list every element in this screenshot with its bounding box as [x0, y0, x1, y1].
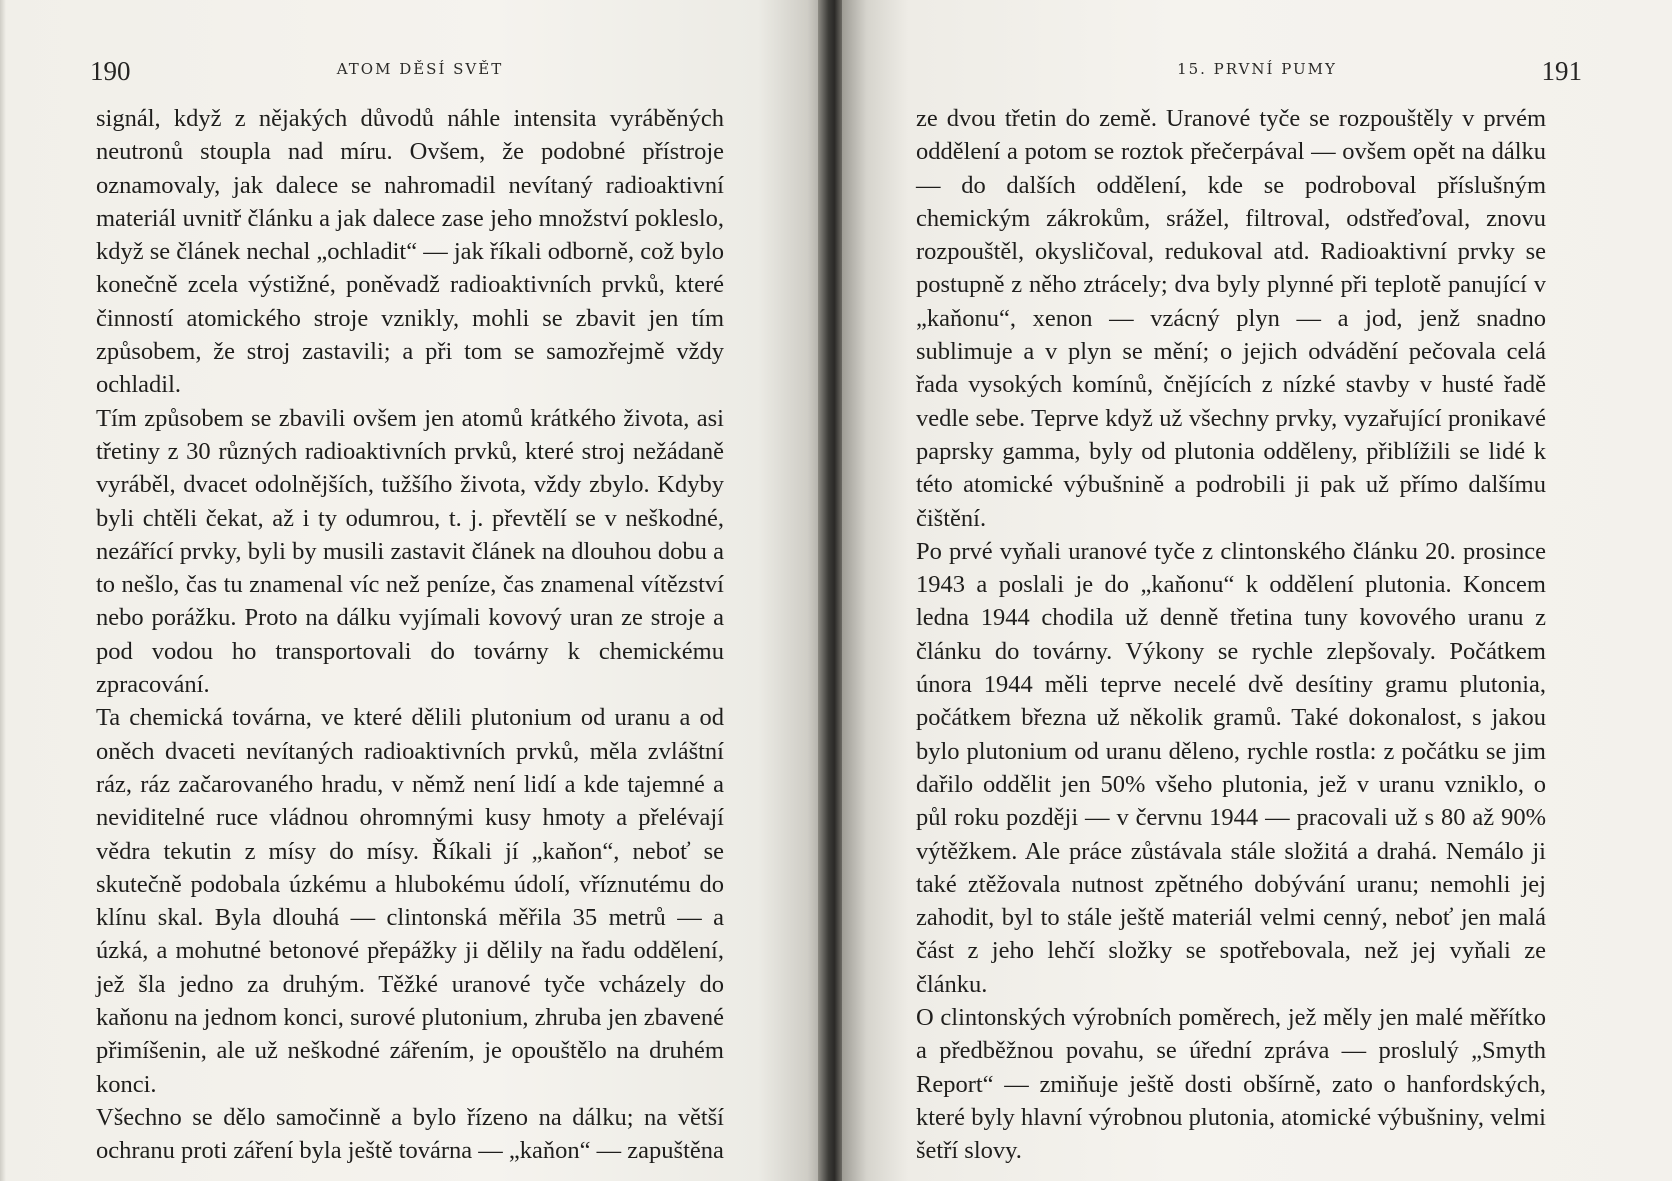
left-paragraph-1: signál, když z nějakých důvodů náhle intensita vyráběných neutronů stoupla nad míru. Ovšem, že podobné přístroje oznamovaly, jak dalece se nahromadil nevítaný radioaktivní materiál uvnitř článku a jak dalece zase jeho množství pokleslo, když se článek nechal „ochladit“ — jak říkali odborně, což bylo konečně zcela výstižné, poněvadž radioaktivních prvků, které činností atomického stroje vznikly, mohli se zbavit jen tím způsobem, že stroj zastavili; a při tom se samozřejmě vždy ochladil. — [96, 105, 724, 399]
right-page — [842, 0, 1672, 1181]
left-body-text — [96, 102, 724, 1168]
left-paragraph-2: Tím způsobem se zbavili ovšem jen atomů krátkého života, asi třetiny z 30 různých radioaktivních prvků, které stroj nežádaně vyráběl, dvacet odolnějších, tužšího života, vždy zbylo. Kdyby byli chtěli čekat, až i ty odumrou, t. j. převtělí se v neškodné, nezářící prvky, byli by musili zastavit článek na dlouhou dobu a to nešlo, čas tu znamenal víc než peníze, čas znamenal vítězství nebo porážku. Proto na dálku vyjímali kovový uran ze stroje a pod vodou ho transportovali do továrny k chemickému zpracování. — [96, 404, 724, 699]
right-body-text — [916, 102, 1546, 1168]
page-edge-shadow — [0, 0, 6, 1181]
left-running-head: ATOM DĚSÍ SVĚT — [336, 60, 504, 78]
left-paragraph-3: Ta chemická továrna, ve které dělili plutonium od uranu a od oněch dvaceti nevítaných radioaktivních prvků, měla zvláštní ráz, ráz začarovaného hradu, v němž není lidí a kde tajemné a neviditelné ruce vládnou ohromnými kusy hmoty a přelévají vědra tekutin z mísy do mísy. Říkali jí „kaňon“, neboť se skutečně podobala úzkému a hlubokému údolí, vříznutému do klínu skal. Byla dlouhá — clintonská měřila 35 metrů — a úzká, a mohutné betonové přepážky ji dělily na řadu oddělení, jež šla jedno za druhým. Těžké uranové tyče vcházely do kaňonu na jednom konci, surové plutonium, zhruba jen zbavené přimíšenin, ale už neškodné zářením, je opouštělo na druhém konci. — [96, 704, 724, 1098]
right-page-number: 191 — [1541, 56, 1582, 86]
left-paragraph-4: Všechno se dělo samočinně a bylo řízeno na dálku; na větší ochranu proti záření byla ještě továrna — „kaňon“ — zapuštěna — [96, 1103, 724, 1165]
left-page-number: 190 — [90, 56, 131, 86]
right-paragraph-1: ze dvou třetin do země. Uranové tyče se rozpouštěly v prvém oddělení a potom se roztok přečerpával — ovšem opět na dálku — do dalších oddělení, kde se podroboval příslušným chemickým zákrokům, srážel, filtroval, odstřeďoval, znovu rozpouštěl, okysličoval, redukoval atd. Radioaktivní prvky se postupně z něho ztrácely; dva byly plynné při teplotě panující v „kaňonu“, xenon — vzácný plyn — a jod, jenž snadno sublimuje a v plyn se mění; o jejich odvádění pečovala celá řada vysokých komínů, čnějících z nízké stavby v husté řadě vedle sebe. Teprve když už všechny prvky, vyzařující pronikavé paprsky gamma, byly od plutonia odděleny, přiblížili se lidé k této atomické výbušnině a podrobili ji pak už přímo dalšímu čištění. — [916, 105, 1546, 532]
left-page — [0, 0, 824, 1181]
right-paragraph-2: Po prvé vyňali uranové tyče z clintonského článku 20. prosince 1943 a poslali je do „kaňonu“ k oddělení plutonia. Koncem ledna 1944 chodila už denně třetina tuny kovového uranu z článku do továrny. Výkony se rychle zlepšovaly. Počátkem února 1944 měli teprve necelé dvě desítiny gramu plutonia, počátkem března už několik gramů. Také dokonalost, s jakou bylo plutonium od uranu děleno, rychle rostla: z počátku se jim dařilo oddělit jen 50% všeho plutonia, jež v uranu vzniklo, o půl roku později — v červnu 1944 — pracovali už s 80 až 90% výtěžkem. Ale práce zůstávala stále složitá a drahá. Nemálo ji také ztěžovala nutnost zpětného dobývání uranu; nemohli jej zahodit, byl to stále ještě materiál velmi cenný, neboť jen malá část z jeho lehčí složky se spotřebovala, než jej vyňali ze článku. — [916, 537, 1546, 998]
right-running-head: 15. PRVNÍ PUMY — [1177, 60, 1337, 78]
right-paragraph-3: O clintonských výrobních poměrech, jež měly jen malé měřítko a předběžnou povahu, se úřední zpráva — proslulý „Smyth Report“ — zmiňuje ještě dosti obšírně, zato o hanfordských, které byly hlavní výrobnou plutonia, atomické výbušniny, velmi šetří slovy. — [916, 1004, 1546, 1165]
